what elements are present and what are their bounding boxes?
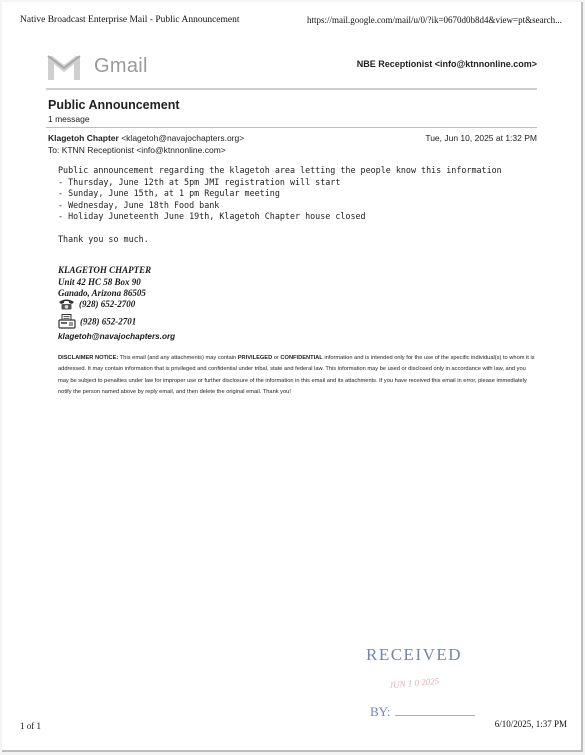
telephone-icon (58, 298, 75, 312)
signature-email: klagetoh@navajochapters.org (58, 332, 176, 341)
body-line: Public announcement regarding the klagetoh area letting the people know this information (58, 165, 502, 175)
email-to: To: KTNN Receptionist <info@ktnnonline.com> (48, 145, 226, 155)
signature-address-2: Ganado, Arizona 86505 (58, 288, 146, 298)
email-from (48, 133, 244, 143)
body-line: - Holiday Juneteenth June 19th, Klagetoh Chapter house closed (58, 211, 366, 221)
received-stamp (359, 645, 489, 730)
header-divider (46, 88, 537, 90)
print-header-url: https://mail.google.com/mail/u/0/?ik=0670d0b8d4&view=pt&search... (307, 15, 562, 25)
email-closing: Thank you so much. (58, 234, 149, 244)
fax-number: (928) 652-2701 (80, 316, 137, 327)
email-date: Tue, Jun 10, 2025 at 1:32 PM (425, 133, 537, 143)
sender-address: <klagetoh@navajochapters.org> (121, 133, 245, 143)
disclaimer-label: DISCLAIMER NOTICE: (58, 355, 119, 361)
print-page-number: 1 of 1 (20, 721, 41, 731)
gmail-wordmark: Gmail (94, 55, 148, 77)
disclaimer-text-2: information and is intended only for the use of the specific individual(s) to whom it is addressed. It may contain information that is privileged and confidential under tribal, state and federal law. This information may be used or disclosed only in accordance with law, and you may be subject to penalties under law for improper use or further disclosure of the information in this email and its attachments. If you have received this email in error, please immediately notify the person named above by reply email, and then delete the original email. Thank you! (58, 355, 535, 396)
print-header-title: Native Broadcast Enterprise Mail - Public Announcement (20, 15, 240, 25)
disclaimer-text-1: This email (and any attachments) may contain (118, 355, 238, 361)
signature-fax (58, 314, 136, 331)
stamp-by-label: BY: (370, 704, 391, 719)
disclaimer-notice (58, 353, 536, 399)
stamp-signature-line (395, 715, 475, 716)
gmail-logo (46, 52, 164, 82)
printed-page (2, 2, 583, 752)
signature-org: KLAGETOH CHAPTER (58, 265, 152, 275)
phone-number: (928) 652-2700 (79, 299, 136, 310)
disclaimer-privileged: PRIVILEGED (237, 355, 273, 361)
subject-divider (46, 127, 537, 128)
disclaimer-confidential: CONFIDENTIAL (280, 355, 323, 361)
email-body (58, 165, 502, 223)
signature-phone (58, 298, 135, 312)
signature-address-1: Unit 42 HC 58 Box 90 (58, 277, 141, 287)
account-label: NBE Receptionist <info@ktnnonline.com> (356, 59, 537, 69)
stamp-date: JUN 1 0 2025 (388, 675, 440, 691)
sender-name: Klagetoh Chapter (48, 133, 119, 143)
body-line: - Wednesday, June 18th Food bank (58, 199, 220, 210)
disclaimer-or: or (272, 355, 281, 361)
print-datetime: 6/10/2025, 1:37 PM (494, 719, 567, 729)
message-count: 1 message (48, 114, 90, 124)
email-subject: Public Announcement (48, 98, 180, 112)
stamp-received-label: RECEIVED (366, 645, 463, 664)
body-line: - Sunday, June 15th, at 1 pm Regular meeting (58, 188, 280, 198)
body-line: - Thursday, June 12th at 5pm JMI registration will start (58, 176, 341, 187)
fax-icon (58, 314, 76, 331)
gmail-m-icon (46, 52, 82, 82)
